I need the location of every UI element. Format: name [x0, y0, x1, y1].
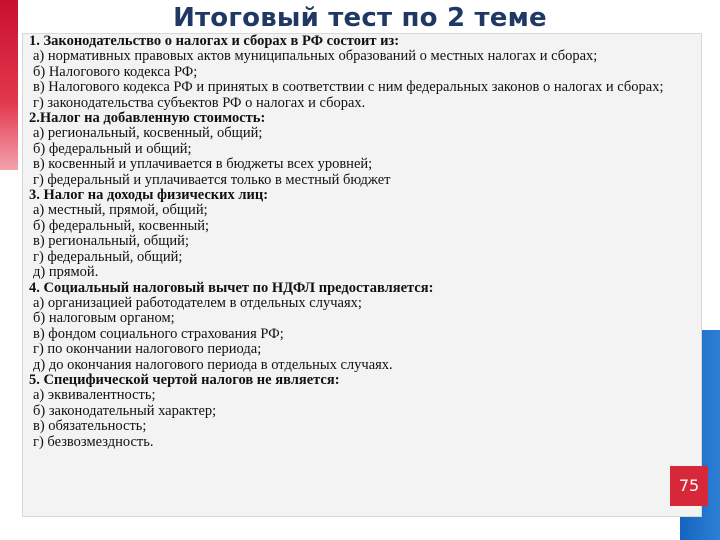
question-1-option-a: а) нормативных правовых актов муниципальных образований о местных налогах и сборах; — [33, 48, 598, 65]
page-number-badge: 75 — [670, 466, 708, 506]
question-1: 1. Законодательство о налогах и сборах в РФ состоит из: — [29, 33, 400, 49]
question-3: 3. Налог на доходы физических лиц: — [29, 187, 269, 204]
question-2: 2.Налог на добавленную стоимость: — [29, 110, 266, 127]
question-4-option-e: д) до окончания налогового периода в отдельных случаях. — [33, 356, 393, 373]
question-2-option-c: в) косвенный и уплачивается в бюджеты всех уровней; — [33, 156, 373, 173]
question-1-option-c: в) Налогового кодекса РФ и принятых в соответствии с ним федеральных законов о налогах и сборах; — [33, 79, 664, 96]
question-2-option-a: а) региональный, косвенный, общий; — [33, 125, 263, 142]
question-1-option-b: б) Налогового кодекса РФ; — [33, 63, 198, 80]
question-5-option-c: в) обязательность; — [33, 418, 147, 435]
question-3-option-c: в) региональный, общий; — [33, 233, 189, 250]
question-4-option-c: в) фондом социального страхования РФ; — [33, 325, 284, 342]
question-4-option-d: г) по окончании налогового периода; — [33, 341, 262, 358]
question-5-option-b: б) законодательный характер; — [33, 402, 217, 419]
question-2-option-b: б) федеральный и общий; — [33, 140, 192, 157]
question-5-option-a: а) эквивалентность; — [33, 387, 156, 404]
question-4: 4. Социальный налоговый вычет по НДФЛ предоставляется: — [29, 279, 434, 296]
question-4-option-a: а) организацией работодателем в отдельных случаях; — [33, 294, 362, 311]
question-2-option-d: г) федеральный и уплачивается только в местный бюджет — [33, 171, 391, 188]
question-5-option-d: г) безвозмездность. — [33, 433, 154, 450]
question-3-option-b: б) федеральный, косвенный; — [33, 217, 210, 234]
question-3-option-d: г) федеральный, общий; — [33, 248, 183, 265]
question-3-option-e: д) прямой. — [33, 264, 99, 281]
slide-title: Итоговый тест по 2 теме — [173, 3, 547, 33]
question-4-option-b: б) налоговым органом; — [33, 310, 175, 327]
test-document — [22, 33, 702, 517]
question-5: 5. Специфической чертой налогов не является: — [29, 371, 340, 388]
question-3-option-a: а) местный, прямой, общий; — [33, 202, 208, 219]
question-1-option-d: г) законодательства субъектов РФ о налогах и сборах. — [33, 94, 366, 111]
